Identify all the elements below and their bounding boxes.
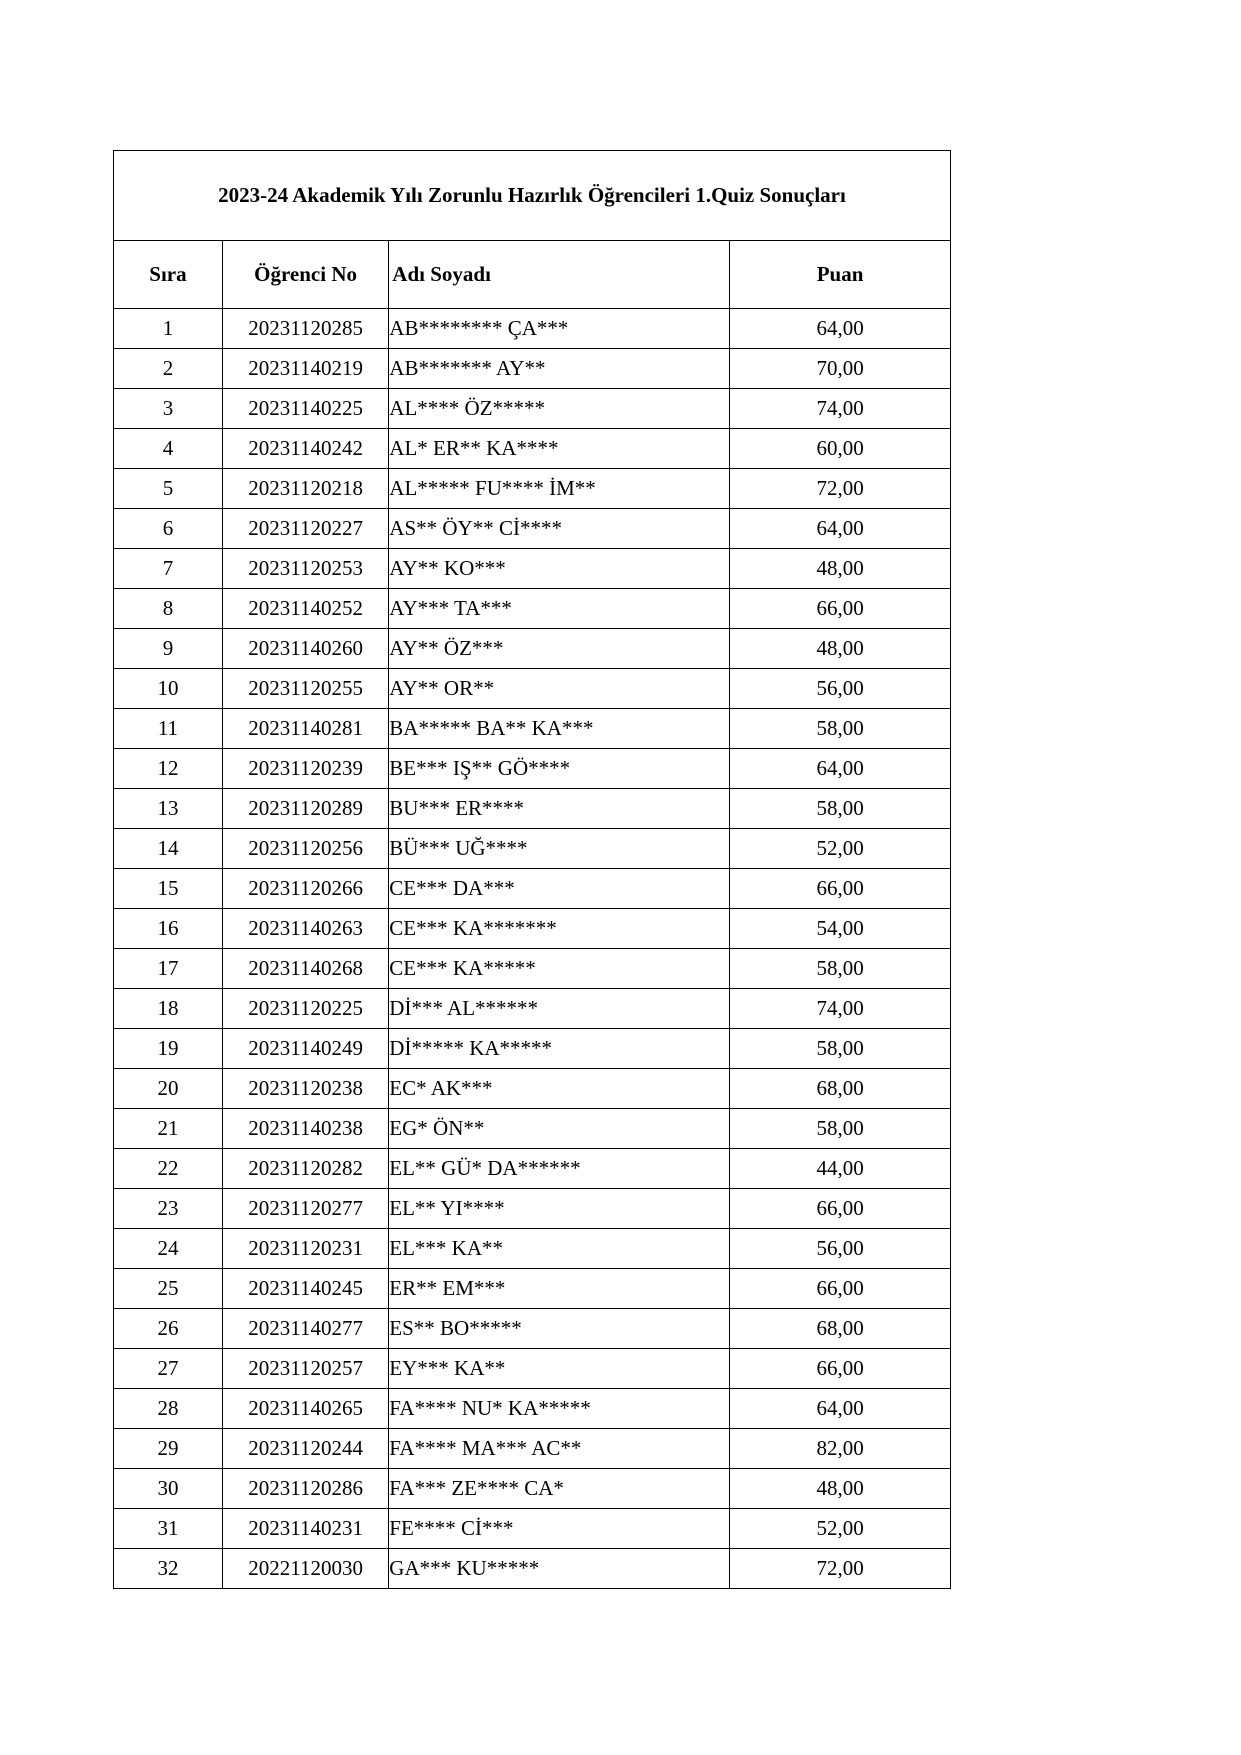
cell-sira: 20 <box>114 1069 223 1109</box>
cell-sira: 29 <box>114 1429 223 1469</box>
cell-sira: 5 <box>114 469 223 509</box>
table-row <box>114 1429 951 1469</box>
cell-puan: 66,00 <box>730 1189 951 1229</box>
table-row <box>114 349 951 389</box>
table-row <box>114 1349 951 1389</box>
table-row <box>114 869 951 909</box>
table-row <box>114 1109 951 1149</box>
cell-puan: 66,00 <box>730 1349 951 1389</box>
cell-ogrenci-no: 20231120277 <box>222 1189 388 1229</box>
cell-puan: 66,00 <box>730 869 951 909</box>
table-body <box>114 309 951 1589</box>
cell-ogrenci-no: 20231140265 <box>222 1389 388 1429</box>
table-row <box>114 669 951 709</box>
cell-ogrenci-no: 20231120256 <box>222 829 388 869</box>
cell-sira: 25 <box>114 1269 223 1309</box>
cell-adi-soyadi: CE*** KA***** <box>389 949 730 989</box>
table-row <box>114 1269 951 1309</box>
cell-ogrenci-no: 20231120266 <box>222 869 388 909</box>
cell-ogrenci-no: 20221120030 <box>222 1549 388 1589</box>
cell-ogrenci-no: 20231120285 <box>222 309 388 349</box>
cell-puan: 48,00 <box>730 1469 951 1509</box>
title-row <box>114 151 951 241</box>
table-row <box>114 429 951 469</box>
cell-puan: 64,00 <box>730 1389 951 1429</box>
cell-ogrenci-no: 20231120282 <box>222 1149 388 1189</box>
cell-adi-soyadi: AB******* AY** <box>389 349 730 389</box>
cell-adi-soyadi: EL*** KA** <box>389 1229 730 1269</box>
cell-sira: 1 <box>114 309 223 349</box>
cell-sira: 19 <box>114 1029 223 1069</box>
cell-sira: 32 <box>114 1549 223 1589</box>
cell-sira: 23 <box>114 1189 223 1229</box>
table-row <box>114 1069 951 1109</box>
table-row <box>114 309 951 349</box>
cell-ogrenci-no: 20231140238 <box>222 1109 388 1149</box>
cell-ogrenci-no: 20231140242 <box>222 429 388 469</box>
cell-adi-soyadi: AL***** FU**** İM** <box>389 469 730 509</box>
table-row <box>114 909 951 949</box>
cell-puan: 64,00 <box>730 309 951 349</box>
cell-ogrenci-no: 20231120244 <box>222 1429 388 1469</box>
cell-puan: 74,00 <box>730 389 951 429</box>
header-row <box>114 241 951 309</box>
cell-sira: 18 <box>114 989 223 1029</box>
cell-puan: 68,00 <box>730 1069 951 1109</box>
cell-puan: 82,00 <box>730 1429 951 1469</box>
cell-puan: 60,00 <box>730 429 951 469</box>
cell-puan: 54,00 <box>730 909 951 949</box>
table-row <box>114 1509 951 1549</box>
cell-sira: 30 <box>114 1469 223 1509</box>
table-row <box>114 1149 951 1189</box>
cell-ogrenci-no: 20231120231 <box>222 1229 388 1269</box>
cell-sira: 14 <box>114 829 223 869</box>
cell-adi-soyadi: Dİ***** KA***** <box>389 1029 730 1069</box>
cell-sira: 24 <box>114 1229 223 1269</box>
cell-sira: 27 <box>114 1349 223 1389</box>
cell-ogrenci-no: 20231120225 <box>222 989 388 1029</box>
table-row <box>114 709 951 749</box>
cell-ogrenci-no: 20231140249 <box>222 1029 388 1069</box>
cell-ogrenci-no: 20231120289 <box>222 789 388 829</box>
cell-sira: 13 <box>114 789 223 829</box>
cell-puan: 52,00 <box>730 829 951 869</box>
cell-adi-soyadi: BÜ*** UĞ**** <box>389 829 730 869</box>
cell-puan: 66,00 <box>730 589 951 629</box>
cell-adi-soyadi: EY*** KA** <box>389 1349 730 1389</box>
cell-adi-soyadi: AB******** ÇA*** <box>389 309 730 349</box>
cell-ogrenci-no: 20231140281 <box>222 709 388 749</box>
table-row <box>114 1029 951 1069</box>
cell-sira: 16 <box>114 909 223 949</box>
table-row <box>114 1309 951 1349</box>
cell-puan: 58,00 <box>730 949 951 989</box>
table-row <box>114 549 951 589</box>
cell-adi-soyadi: CE*** DA*** <box>389 869 730 909</box>
cell-sira: 8 <box>114 589 223 629</box>
table-row <box>114 829 951 869</box>
cell-adi-soyadi: BU*** ER**** <box>389 789 730 829</box>
cell-adi-soyadi: AL**** ÖZ***** <box>389 389 730 429</box>
table-row <box>114 1469 951 1509</box>
cell-sira: 10 <box>114 669 223 709</box>
cell-puan: 58,00 <box>730 1029 951 1069</box>
cell-adi-soyadi: CE*** KA******* <box>389 909 730 949</box>
cell-ogrenci-no: 20231140225 <box>222 389 388 429</box>
header-sira: Sıra <box>114 241 223 309</box>
cell-puan: 66,00 <box>730 1269 951 1309</box>
cell-sira: 26 <box>114 1309 223 1349</box>
cell-puan: 56,00 <box>730 1229 951 1269</box>
cell-ogrenci-no: 20231140245 <box>222 1269 388 1309</box>
cell-puan: 64,00 <box>730 749 951 789</box>
cell-ogrenci-no: 20231120238 <box>222 1069 388 1109</box>
cell-sira: 9 <box>114 629 223 669</box>
cell-puan: 68,00 <box>730 1309 951 1349</box>
table-row <box>114 789 951 829</box>
table-row <box>114 1549 951 1589</box>
table-row <box>114 1229 951 1269</box>
cell-sira: 3 <box>114 389 223 429</box>
cell-ogrenci-no: 20231120218 <box>222 469 388 509</box>
cell-sira: 7 <box>114 549 223 589</box>
cell-adi-soyadi: GA*** KU***** <box>389 1549 730 1589</box>
cell-puan: 52,00 <box>730 1509 951 1549</box>
cell-adi-soyadi: ES** BO***** <box>389 1309 730 1349</box>
cell-ogrenci-no: 20231120239 <box>222 749 388 789</box>
cell-adi-soyadi: AY** KO*** <box>389 549 730 589</box>
cell-sira: 22 <box>114 1149 223 1189</box>
cell-ogrenci-no: 20231140252 <box>222 589 388 629</box>
table-row <box>114 949 951 989</box>
cell-sira: 4 <box>114 429 223 469</box>
cell-ogrenci-no: 20231120257 <box>222 1349 388 1389</box>
cell-puan: 48,00 <box>730 629 951 669</box>
cell-adi-soyadi: EG* ÖN** <box>389 1109 730 1149</box>
cell-puan: 58,00 <box>730 1109 951 1149</box>
header-puan: Puan <box>730 241 951 309</box>
cell-ogrenci-no: 20231120286 <box>222 1469 388 1509</box>
cell-sira: 2 <box>114 349 223 389</box>
cell-adi-soyadi: AY** ÖZ*** <box>389 629 730 669</box>
cell-adi-soyadi: FA*** ZE**** CA* <box>389 1469 730 1509</box>
cell-puan: 56,00 <box>730 669 951 709</box>
cell-puan: 58,00 <box>730 709 951 749</box>
cell-sira: 6 <box>114 509 223 549</box>
cell-adi-soyadi: BE*** IŞ** GÖ**** <box>389 749 730 789</box>
cell-adi-soyadi: Dİ*** AL****** <box>389 989 730 1029</box>
table-row <box>114 749 951 789</box>
cell-sira: 11 <box>114 709 223 749</box>
table-row <box>114 1189 951 1229</box>
header-adi-soyadi: Adı Soyadı <box>389 241 730 309</box>
cell-puan: 72,00 <box>730 469 951 509</box>
cell-adi-soyadi: EC* AK*** <box>389 1069 730 1109</box>
table-row <box>114 389 951 429</box>
cell-adi-soyadi: BA***** BA** KA*** <box>389 709 730 749</box>
cell-ogrenci-no: 20231120253 <box>222 549 388 589</box>
cell-puan: 64,00 <box>730 509 951 549</box>
cell-ogrenci-no: 20231140219 <box>222 349 388 389</box>
cell-adi-soyadi: ER** EM*** <box>389 1269 730 1309</box>
cell-ogrenci-no: 20231120227 <box>222 509 388 549</box>
header-ogrenci-no: Öğrenci No <box>222 241 388 309</box>
table-row <box>114 1389 951 1429</box>
cell-adi-soyadi: FE**** Cİ*** <box>389 1509 730 1549</box>
cell-sira: 28 <box>114 1389 223 1429</box>
cell-puan: 72,00 <box>730 1549 951 1589</box>
cell-puan: 48,00 <box>730 549 951 589</box>
table-row <box>114 589 951 629</box>
cell-ogrenci-no: 20231140263 <box>222 909 388 949</box>
cell-ogrenci-no: 20231120255 <box>222 669 388 709</box>
quiz-results-table <box>113 150 951 1589</box>
cell-puan: 74,00 <box>730 989 951 1029</box>
cell-adi-soyadi: AY*** TA*** <box>389 589 730 629</box>
cell-puan: 58,00 <box>730 789 951 829</box>
cell-ogrenci-no: 20231140231 <box>222 1509 388 1549</box>
cell-sira: 21 <box>114 1109 223 1149</box>
table-row <box>114 989 951 1029</box>
cell-adi-soyadi: FA**** MA*** AC** <box>389 1429 730 1469</box>
cell-sira: 31 <box>114 1509 223 1549</box>
table-title: 2023-24 Akademik Yılı Zorunlu Hazırlık Öğrencileri 1.Quiz Sonuçları <box>114 151 951 241</box>
cell-ogrenci-no: 20231140268 <box>222 949 388 989</box>
table-row <box>114 469 951 509</box>
table-row <box>114 629 951 669</box>
table-row <box>114 509 951 549</box>
cell-adi-soyadi: AY** OR** <box>389 669 730 709</box>
cell-sira: 12 <box>114 749 223 789</box>
cell-adi-soyadi: EL** YI**** <box>389 1189 730 1229</box>
cell-adi-soyadi: AS** ÖY** Cİ**** <box>389 509 730 549</box>
cell-puan: 70,00 <box>730 349 951 389</box>
cell-sira: 17 <box>114 949 223 989</box>
cell-puan: 44,00 <box>730 1149 951 1189</box>
cell-adi-soyadi: AL* ER** KA**** <box>389 429 730 469</box>
cell-ogrenci-no: 20231140277 <box>222 1309 388 1349</box>
cell-ogrenci-no: 20231140260 <box>222 629 388 669</box>
cell-adi-soyadi: EL** GÜ* DA****** <box>389 1149 730 1189</box>
cell-sira: 15 <box>114 869 223 909</box>
cell-adi-soyadi: FA**** NU* KA***** <box>389 1389 730 1429</box>
